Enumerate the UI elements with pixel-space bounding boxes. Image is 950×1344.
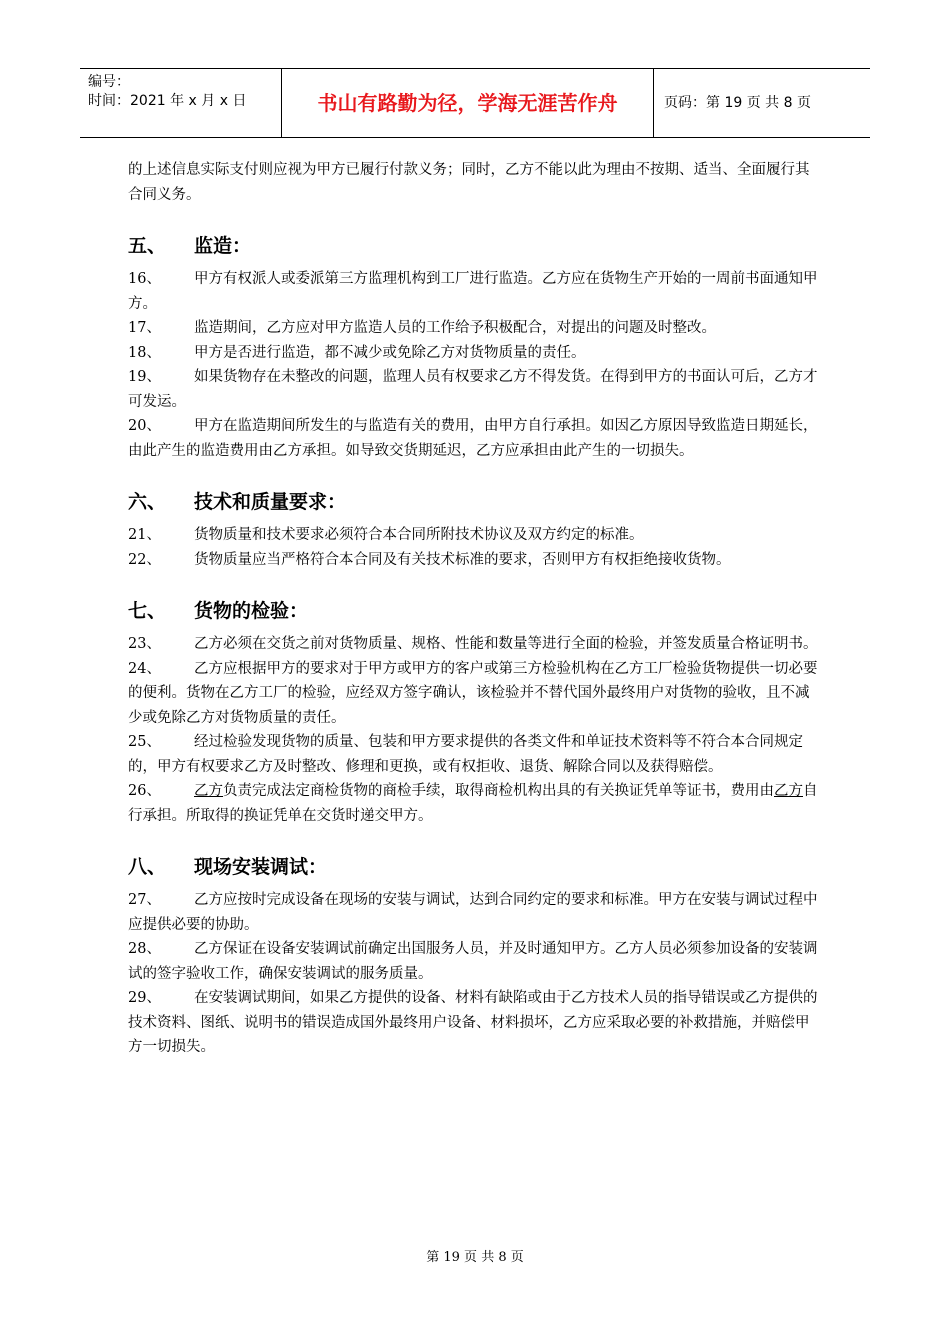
clause-text: 如果货物存在未整改的问题，监理人员有权要求乙方不得发货。在得到甲方的书面认可后，乙方才可发运。: [128, 369, 818, 410]
clause-text: 监造期间，乙方应对甲方监造人员的工作给予积极配合，对提出的问题及时整改。: [194, 320, 716, 336]
clause: 18、 甲方是否进行监造，都不减少或免除乙方对货物质量的责任。: [128, 344, 586, 361]
clause-text: 在安装调试期间，如果乙方提供的设备、材料有缺陷或由于乙方技术人员的指导错误或乙方提供的技术资料、图纸、说明书的错误造成国外最终用户设备、材料损坏，乙方应采取必要的补救措施，并赔偿甲方一切损失。: [128, 990, 818, 1055]
section-heading: [128, 485, 818, 515]
clause-text: 经过检验发现货物的质量、包装和甲方要求提供的各类文件和单证技术资料等不符合本合同规定的，甲方有权要求乙方及时整改、修理和更换，或有权拒收、退货、解除合同以及获得赔偿。: [128, 734, 803, 775]
section-supervision: [128, 229, 818, 463]
clause: 17、 监造期间，乙方应对甲方监造人员的工作给予积极配合，对提出的问题及时整改。: [128, 320, 716, 336]
underlined-party: 乙方: [194, 783, 223, 799]
document-body: [128, 158, 818, 1082]
page-header: [80, 68, 870, 138]
clause: 19、 如果货物存在未整改的问题，监理人员有权要求乙方不得发货。在得到甲方的书面认可后，乙方才可发运。: [128, 369, 818, 410]
clause: 27、 乙方应按时完成设备在现场的安装与调试，达到合同约定的要求和标准。甲方在安装与调试过程中应提供必要的协助。: [128, 892, 818, 933]
section-inspection: [128, 594, 818, 828]
header-motto: 书山有路勤为径，学海无涯苦作舟: [282, 69, 654, 137]
section-heading: [128, 594, 818, 624]
clause: 24、 乙方应根据甲方的要求对于甲方或甲方的客户或第三方检验机构在乙方工厂检验货物提供一切必要的便利。货物在乙方工厂的检验，应经双方签字确认，该检验并不替代国外最终用户对货物的验收，且不减少或免除乙方对货物质量的责任。: [128, 660, 818, 726]
clause: 20、 甲方在监造期间所发生的与监造有关的费用，由甲方自行承担。如因乙方原因导致监造日期延长，由此产生的监造费用由乙方承担。如导致交货期延迟，乙方应承担由此产生的一切损失。: [128, 418, 818, 459]
clause: 16、 甲方有权派人或委派第三方监理机构到工厂进行监造。乙方应在货物生产开始的一周前书面通知甲方。: [128, 271, 818, 312]
clause-text: 负责完成法定商检货物的商检手续，取得商检机构出具的有关换证凭单等证书，费用由: [223, 783, 774, 799]
intro-paragraph: 的上述信息实际支付则应视为甲方已履行付款义务；同时，乙方不能以此为理由不按期、适当、全面履行其合同义务。: [128, 162, 810, 203]
clause-text: 货物质量和技术要求必须符合本合同所附技术协议及双方约定的标准。: [194, 527, 644, 543]
section-installation: [128, 850, 818, 1060]
clause-text: 乙方必须在交货之前对货物质量、规格、性能和数量等进行全面的检验，并签发质量合格证明书。: [194, 636, 818, 652]
clause-text: 自行承担。所取得的换证凭单在交货时递交甲方。: [128, 783, 818, 824]
page-footer: 第 19 页 共 8 页: [426, 1250, 524, 1265]
section-title: 现场安装调试：: [194, 855, 328, 878]
section-title: 监造：: [194, 234, 252, 257]
section-heading: [128, 850, 818, 880]
clause-text: 乙方应按时完成设备在现场的安装与调试，达到合同约定的要求和标准。甲方在安装与调试过程中应提供必要的协助。: [128, 892, 818, 933]
clause-text: 甲方在监造期间所发生的与监造有关的费用，由甲方自行承担。如因乙方原因导致监造日期延长，由此产生的监造费用由乙方承担。如导致交货期延迟，乙方应承担由此产生的一切损失。: [128, 418, 818, 459]
clause-text: 甲方是否进行监造，都不减少或免除乙方对货物质量的责任。: [194, 344, 586, 361]
underlined-party: 乙方: [774, 783, 803, 799]
clause-text: 乙方应根据甲方的要求对于甲方或甲方的客户或第三方检验机构在乙方工厂检验货物提供一切必要的便利。货物在乙方工厂的检验，应经双方签字确认，该检验并不替代国外最终用户对货物的验收，且不减少或免除乙方对货物质量的责任。: [128, 660, 818, 726]
section-technical-quality: [128, 485, 818, 572]
section-number: 七、: [128, 599, 167, 622]
section-title: 货物的检验：: [194, 599, 309, 622]
section-heading: [128, 229, 818, 259]
clause: 23、 乙方必须在交货之前对货物质量、规格、性能和数量等进行全面的检验，并签发质量合格证明书。: [128, 636, 818, 652]
clause: 28、 乙方保证在设备安装调试前确定出国服务人员，并及时通知甲方。乙方人员必须参加设备的安装调试的签字验收工作，确保安装调试的服务质量。: [128, 941, 818, 982]
section-number: 五、: [128, 234, 167, 257]
section-number: 六、: [128, 490, 167, 513]
clause: 26、 乙方负责完成法定商检货物的商检手续，取得商检机构出具的有关换证凭单等证书，费用由乙方自行承担。所取得的换证凭单在交货时递交甲方。: [128, 783, 818, 824]
header-meta: [80, 69, 282, 137]
clause: 21、 货物质量和技术要求必须符合本合同所附技术协议及双方约定的标准。: [128, 527, 644, 543]
section-title: 技术和质量要求：: [194, 490, 347, 513]
document-number-label: 编号：: [88, 74, 130, 90]
document-date-label: 时间：2021 年 x 月 x 日: [88, 93, 247, 109]
clause-text: 乙方保证在设备安装调试前确定出国服务人员，并及时通知甲方。乙方人员必须参加设备的安装调试的签字验收工作，确保安装调试的服务质量。: [128, 941, 818, 982]
clause: 25、 经过检验发现货物的质量、包装和甲方要求提供的各类文件和单证技术资料等不符合本合同规定的，甲方有权要求乙方及时整改、修理和更换，或有权拒收、退货、解除合同以及获得赔偿。: [128, 734, 803, 775]
clause: 22、 货物质量应当严格符合本合同及有关技术标准的要求，否则甲方有权拒绝接收货物。: [128, 551, 731, 568]
section-number: 八、: [128, 855, 167, 878]
clause: 29、 在安装调试期间，如果乙方提供的设备、材料有缺陷或由于乙方技术人员的指导错误或乙方提供的技术资料、图纸、说明书的错误造成国外最终用户设备、材料损坏，乙方应采取必要的补救措施，并赔偿甲方一切损失。: [128, 990, 818, 1055]
header-page-number: 页码：第 19 页 共 8 页: [664, 95, 811, 111]
clause-text: 货物质量应当严格符合本合同及有关技术标准的要求，否则甲方有权拒绝接收货物。: [194, 551, 731, 568]
clause-text: 甲方有权派人或委派第三方监理机构到工厂进行监造。乙方应在货物生产开始的一周前书面通知甲方。: [128, 271, 818, 312]
